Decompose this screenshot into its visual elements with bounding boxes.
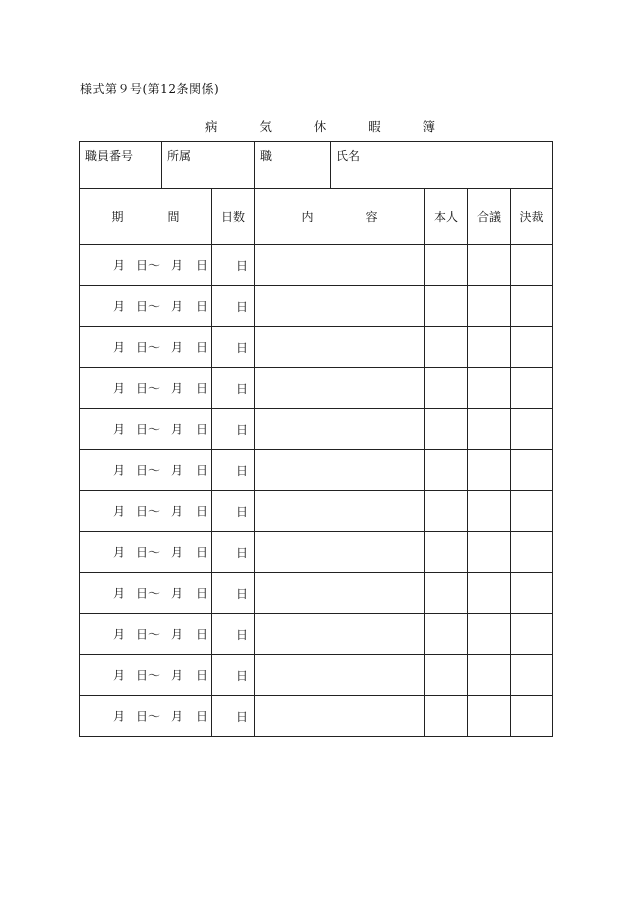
days-cell[interactable] bbox=[212, 696, 255, 737]
days-unit: 日 bbox=[236, 422, 249, 437]
start-month-unit: 月 bbox=[113, 299, 126, 314]
content-cell[interactable] bbox=[255, 450, 425, 491]
period-header bbox=[80, 189, 212, 245]
days-unit: 日 bbox=[236, 258, 249, 273]
start-month-unit: 月 bbox=[113, 463, 126, 478]
days-unit: 日 bbox=[236, 709, 249, 724]
end-day-unit: 日 bbox=[196, 381, 209, 396]
leave-row bbox=[80, 491, 553, 532]
consultation-seal-cell[interactable] bbox=[468, 327, 511, 368]
start-month-unit: 月 bbox=[113, 545, 126, 560]
end-month-unit: 月 bbox=[171, 381, 184, 396]
days-unit: 日 bbox=[236, 381, 249, 396]
approval-seal-cell[interactable] bbox=[511, 573, 553, 614]
start-month-unit: 月 bbox=[113, 709, 126, 724]
end-day-unit: 日 bbox=[196, 463, 209, 478]
days-unit: 日 bbox=[236, 668, 249, 683]
title-char-4: 暇 bbox=[368, 119, 381, 134]
content-cell[interactable] bbox=[255, 696, 425, 737]
days-cell[interactable] bbox=[212, 327, 255, 368]
end-day-unit: 日 bbox=[196, 504, 209, 519]
leave-row bbox=[80, 655, 553, 696]
self-seal-cell[interactable] bbox=[425, 532, 468, 573]
consultation-seal-cell[interactable] bbox=[468, 450, 511, 491]
title-char-3: 休 bbox=[313, 119, 327, 134]
content-cell[interactable] bbox=[255, 655, 425, 696]
days-unit: 日 bbox=[236, 299, 249, 314]
period-cell[interactable] bbox=[80, 450, 212, 491]
title-char-5: 簿 bbox=[422, 119, 435, 134]
consultation-seal-cell[interactable] bbox=[468, 491, 511, 532]
end-month-unit: 月 bbox=[171, 463, 184, 478]
end-month-unit: 月 bbox=[171, 299, 184, 314]
content-cell[interactable] bbox=[255, 409, 425, 450]
consultation-seal-cell[interactable] bbox=[468, 532, 511, 573]
approval-seal-cell[interactable] bbox=[511, 614, 553, 655]
content-cell[interactable] bbox=[255, 327, 425, 368]
leave-row bbox=[80, 573, 553, 614]
start-day-unit: 日～ bbox=[136, 422, 161, 437]
staff-number-label: 職員番号 bbox=[85, 149, 134, 163]
start-month-unit: 月 bbox=[113, 381, 126, 396]
title-char-2: 気 bbox=[259, 119, 272, 134]
content-cell[interactable] bbox=[255, 286, 425, 327]
days-unit: 日 bbox=[236, 504, 249, 519]
period-cell[interactable] bbox=[80, 491, 212, 532]
start-day-unit: 日～ bbox=[136, 545, 161, 560]
period-header-char-1: 期 bbox=[111, 210, 124, 224]
start-month-unit: 月 bbox=[113, 668, 126, 683]
content-header-char-2: 容 bbox=[365, 210, 378, 224]
end-day-unit: 日 bbox=[196, 299, 209, 314]
leave-row bbox=[80, 409, 553, 450]
end-month-unit: 月 bbox=[171, 340, 184, 355]
approval-seal-cell[interactable] bbox=[511, 696, 553, 737]
content-cell[interactable] bbox=[255, 245, 425, 286]
consultation-header: 合議 bbox=[468, 189, 511, 245]
approval-seal-cell[interactable] bbox=[511, 491, 553, 532]
days-cell[interactable] bbox=[212, 286, 255, 327]
content-header-char-1: 内 bbox=[301, 210, 314, 224]
days-cell[interactable] bbox=[212, 573, 255, 614]
end-day-unit: 日 bbox=[196, 258, 209, 273]
days-cell[interactable] bbox=[212, 245, 255, 286]
affiliation-field[interactable] bbox=[162, 142, 255, 189]
period-cell[interactable] bbox=[80, 327, 212, 368]
start-day-unit: 日～ bbox=[136, 258, 161, 273]
approval-seal-cell[interactable] bbox=[511, 286, 553, 327]
consultation-seal-cell[interactable] bbox=[468, 655, 511, 696]
consultation-seal-cell[interactable] bbox=[468, 245, 511, 286]
end-day-unit: 日 bbox=[196, 668, 209, 683]
self-seal-cell[interactable] bbox=[425, 409, 468, 450]
content-cell[interactable] bbox=[255, 532, 425, 573]
self-seal-cell[interactable] bbox=[425, 655, 468, 696]
staff-number-field[interactable] bbox=[80, 142, 162, 189]
start-month-unit: 月 bbox=[113, 586, 126, 601]
period-cell[interactable] bbox=[80, 655, 212, 696]
leave-row bbox=[80, 614, 553, 655]
self-seal-cell[interactable] bbox=[425, 573, 468, 614]
days-cell[interactable] bbox=[212, 532, 255, 573]
content-cell[interactable] bbox=[255, 573, 425, 614]
approval-seal-cell[interactable] bbox=[511, 245, 553, 286]
days-unit: 日 bbox=[236, 463, 249, 478]
approval-header: 決裁 bbox=[511, 189, 553, 245]
period-cell[interactable] bbox=[80, 573, 212, 614]
form-title bbox=[205, 117, 435, 135]
leave-row bbox=[80, 245, 553, 286]
days-header: 日数 bbox=[212, 189, 255, 245]
name-field[interactable] bbox=[331, 142, 553, 189]
start-day-unit: 日～ bbox=[136, 381, 161, 396]
days-cell[interactable] bbox=[212, 655, 255, 696]
days-cell[interactable] bbox=[212, 614, 255, 655]
content-cell[interactable] bbox=[255, 614, 425, 655]
leave-row bbox=[80, 532, 553, 573]
content-cell[interactable] bbox=[255, 491, 425, 532]
self-seal-cell[interactable] bbox=[425, 368, 468, 409]
self-seal-cell[interactable] bbox=[425, 491, 468, 532]
title-char-1: 病 bbox=[205, 119, 218, 134]
start-month-unit: 月 bbox=[113, 627, 126, 642]
start-month-unit: 月 bbox=[113, 422, 126, 437]
start-day-unit: 日～ bbox=[136, 627, 161, 642]
approval-seal-cell[interactable] bbox=[511, 368, 553, 409]
end-month-unit: 月 bbox=[171, 422, 184, 437]
consultation-seal-cell[interactable] bbox=[468, 409, 511, 450]
self-seal-cell[interactable] bbox=[425, 286, 468, 327]
end-day-unit: 日 bbox=[196, 709, 209, 724]
leave-row bbox=[80, 450, 553, 491]
self-seal-cell[interactable] bbox=[425, 614, 468, 655]
start-day-unit: 日～ bbox=[136, 340, 161, 355]
self-header: 本人 bbox=[425, 189, 468, 245]
end-month-unit: 月 bbox=[171, 504, 184, 519]
period-cell[interactable] bbox=[80, 532, 212, 573]
days-unit: 日 bbox=[236, 545, 249, 560]
days-unit: 日 bbox=[236, 340, 249, 355]
position-field[interactable] bbox=[255, 142, 331, 189]
start-day-unit: 日～ bbox=[136, 668, 161, 683]
end-month-unit: 月 bbox=[171, 709, 184, 724]
period-cell[interactable] bbox=[80, 286, 212, 327]
start-day-unit: 日～ bbox=[136, 504, 161, 519]
approval-seal-cell[interactable] bbox=[511, 450, 553, 491]
approval-seal-cell[interactable] bbox=[511, 655, 553, 696]
affiliation-label: 所属 bbox=[167, 149, 192, 163]
days-unit: 日 bbox=[236, 586, 249, 601]
period-cell[interactable] bbox=[80, 245, 212, 286]
leave-row bbox=[80, 286, 553, 327]
days-cell[interactable] bbox=[212, 368, 255, 409]
period-header-char-2: 間 bbox=[167, 210, 180, 224]
days-cell[interactable] bbox=[212, 450, 255, 491]
end-day-unit: 日 bbox=[196, 586, 209, 601]
consultation-seal-cell[interactable] bbox=[468, 286, 511, 327]
consultation-seal-cell[interactable] bbox=[468, 614, 511, 655]
end-month-unit: 月 bbox=[171, 668, 184, 683]
period-cell[interactable] bbox=[80, 614, 212, 655]
content-header bbox=[255, 189, 425, 245]
approval-seal-cell[interactable] bbox=[511, 327, 553, 368]
days-cell[interactable] bbox=[212, 409, 255, 450]
end-day-unit: 日 bbox=[196, 340, 209, 355]
position-label: 職 bbox=[260, 149, 273, 163]
period-cell[interactable] bbox=[80, 696, 212, 737]
consultation-seal-cell[interactable] bbox=[468, 573, 511, 614]
period-cell[interactable] bbox=[80, 409, 212, 450]
consultation-seal-cell[interactable] bbox=[468, 696, 511, 737]
end-month-unit: 月 bbox=[171, 258, 184, 273]
leave-row bbox=[80, 696, 553, 737]
end-day-unit: 日 bbox=[196, 422, 209, 437]
end-month-unit: 月 bbox=[171, 627, 184, 642]
start-month-unit: 月 bbox=[113, 504, 126, 519]
end-day-unit: 日 bbox=[196, 627, 209, 642]
start-day-unit: 日～ bbox=[136, 709, 161, 724]
self-seal-cell[interactable] bbox=[425, 245, 468, 286]
header-row bbox=[80, 189, 553, 245]
period-cell[interactable] bbox=[80, 368, 212, 409]
leave-row bbox=[80, 368, 553, 409]
self-seal-cell[interactable] bbox=[425, 450, 468, 491]
end-day-unit: 日 bbox=[196, 545, 209, 560]
start-day-unit: 日～ bbox=[136, 463, 161, 478]
form-number: 様式第９号(第12条関係) bbox=[80, 82, 220, 96]
sick-leave-table bbox=[79, 141, 553, 737]
self-seal-cell[interactable] bbox=[425, 327, 468, 368]
end-month-unit: 月 bbox=[171, 586, 184, 601]
leave-row bbox=[80, 327, 553, 368]
days-cell[interactable] bbox=[212, 491, 255, 532]
approval-seal-cell[interactable] bbox=[511, 532, 553, 573]
name-label: 氏名 bbox=[336, 149, 361, 163]
start-month-unit: 月 bbox=[113, 340, 126, 355]
start-month-unit: 月 bbox=[113, 258, 126, 273]
info-row bbox=[80, 142, 553, 189]
start-day-unit: 日～ bbox=[136, 586, 161, 601]
start-day-unit: 日～ bbox=[136, 299, 161, 314]
consultation-seal-cell[interactable] bbox=[468, 368, 511, 409]
end-month-unit: 月 bbox=[171, 545, 184, 560]
approval-seal-cell[interactable] bbox=[511, 409, 553, 450]
days-unit: 日 bbox=[236, 627, 249, 642]
content-cell[interactable] bbox=[255, 368, 425, 409]
self-seal-cell[interactable] bbox=[425, 696, 468, 737]
